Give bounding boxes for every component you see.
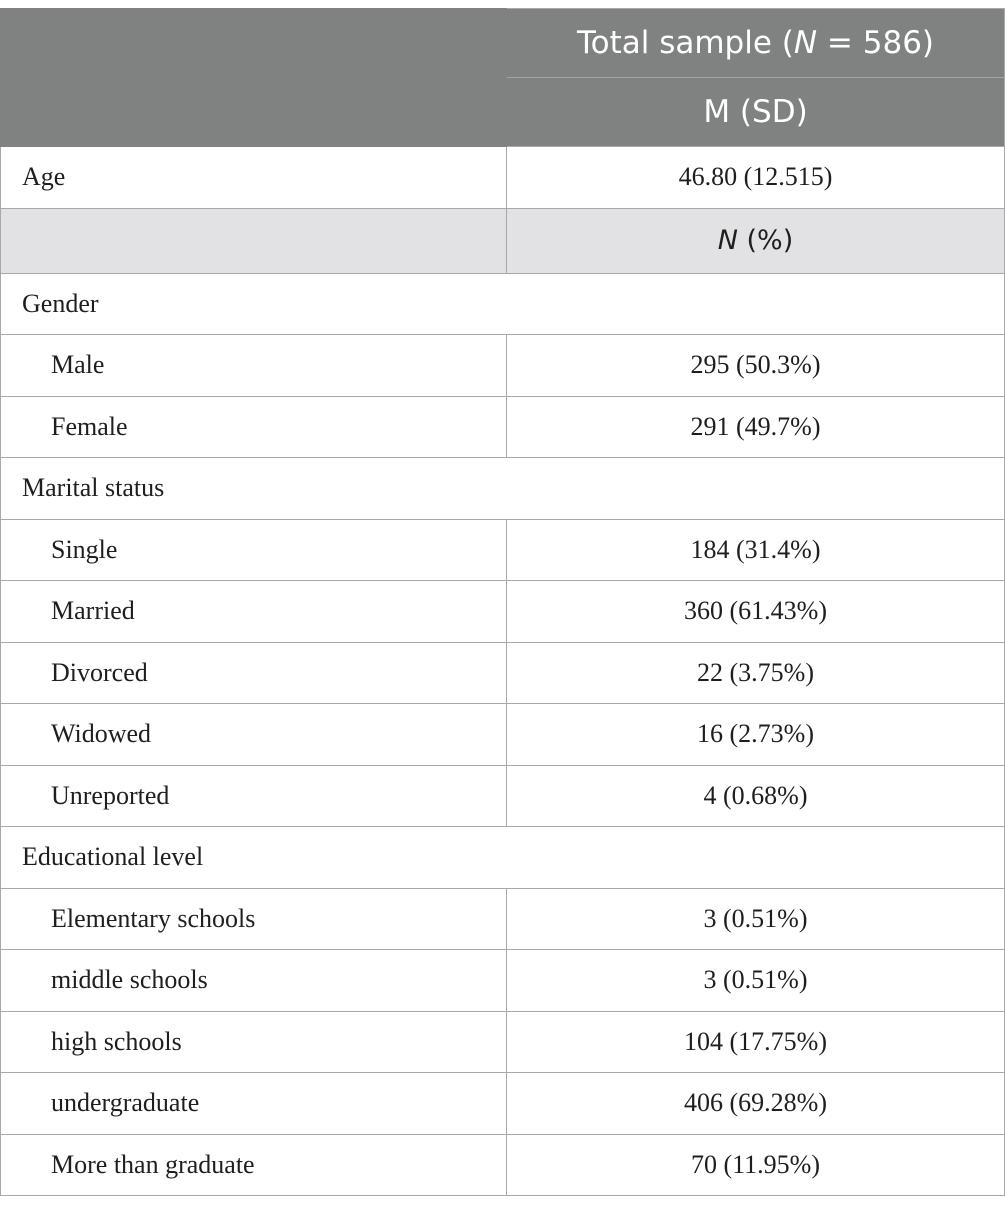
table-row-age (1, 147, 1005, 209)
section-row-marital (1, 458, 1005, 520)
section-title: Educational level (1, 827, 1005, 889)
row-value: 4 (0.68%) (507, 765, 1005, 827)
row-value: 406 (69.28%) (507, 1073, 1005, 1135)
table-row (1, 704, 1005, 766)
table-row (1, 581, 1005, 643)
row-label: Unreported (1, 765, 507, 827)
subheader-blank-cell (1, 208, 507, 273)
row-value: 295 (50.3%) (507, 335, 1005, 397)
table-row (1, 396, 1005, 458)
section-row-education (1, 827, 1005, 889)
total-sample-prefix: Total sample ( (576, 25, 794, 61)
header-row (1, 9, 1005, 78)
header-blank-cell (1, 9, 507, 78)
row-label: More than graduate (1, 1134, 507, 1196)
row-value: 291 (49.7%) (507, 396, 1005, 458)
row-label: high schools (1, 1011, 507, 1073)
percent-label: (%) (737, 225, 794, 256)
row-label: middle schools (1, 950, 507, 1012)
row-label: Female (1, 396, 507, 458)
table-row (1, 1073, 1005, 1135)
row-label: Divorced (1, 642, 507, 704)
total-sample-header (507, 9, 1005, 78)
n-symbol: N (793, 25, 818, 61)
section-title: Marital status (1, 458, 1005, 520)
row-label: Male (1, 335, 507, 397)
row-value: 360 (61.43%) (507, 581, 1005, 643)
row-label: Elementary schools (1, 888, 507, 950)
table-row (1, 519, 1005, 581)
table-row (1, 335, 1005, 397)
subheader-row (1, 208, 1005, 273)
row-label: Married (1, 581, 507, 643)
age-label: Age (1, 147, 507, 209)
table-row (1, 950, 1005, 1012)
n-percent-header (507, 208, 1005, 273)
section-row-gender (1, 273, 1005, 335)
row-value: 22 (3.75%) (507, 642, 1005, 704)
table-row (1, 1011, 1005, 1073)
row-label: Widowed (1, 704, 507, 766)
demographics-table (0, 8, 1005, 1196)
row-value: 184 (31.4%) (507, 519, 1005, 581)
age-value: 46.80 (12.515) (507, 147, 1005, 209)
section-title: Gender (1, 273, 1005, 335)
header-row-msd (1, 78, 1005, 147)
table-row (1, 888, 1005, 950)
row-value: 3 (0.51%) (507, 950, 1005, 1012)
row-value: 70 (11.95%) (507, 1134, 1005, 1196)
n-symbol: N (717, 225, 738, 256)
row-label: Single (1, 519, 507, 581)
row-value: 16 (2.73%) (507, 704, 1005, 766)
header-blank-cell (1, 78, 507, 147)
table-row (1, 1134, 1005, 1196)
table-row (1, 765, 1005, 827)
row-value: 3 (0.51%) (507, 888, 1005, 950)
total-sample-suffix: = 586) (817, 25, 935, 61)
row-value: 104 (17.75%) (507, 1011, 1005, 1073)
m-sd-header: M (SD) (507, 78, 1005, 147)
row-label: undergraduate (1, 1073, 507, 1135)
table-row (1, 642, 1005, 704)
